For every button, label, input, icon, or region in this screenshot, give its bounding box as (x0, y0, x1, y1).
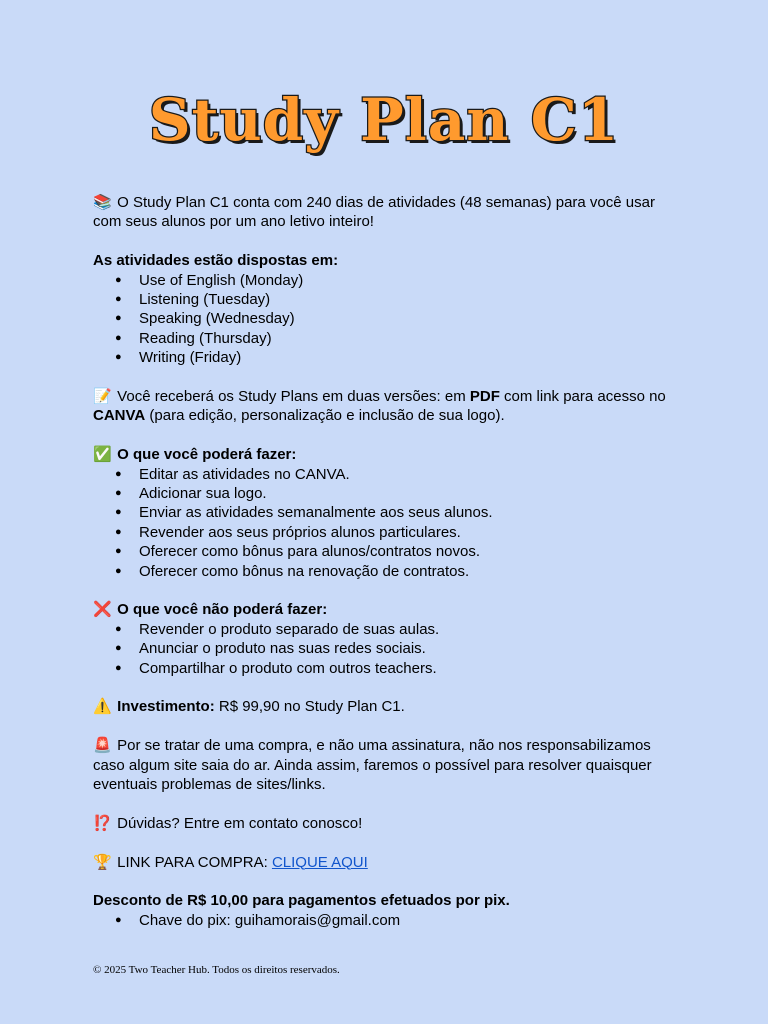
questions-line: ⁉️ Dúvidas? Entre em contato conosco! (93, 813, 363, 832)
can-do-heading: ✅ O que você poderá fazer: (93, 445, 297, 464)
warning-icon: ⚠️ (93, 697, 112, 716)
list-item: ● Use of English (Monday) (93, 271, 675, 290)
canva-label: CANVA (93, 407, 146, 425)
list-item: ● Enviar as atividades semanalmente aos seus alunos. (93, 503, 675, 522)
list-item: ● Oferecer como bônus na renovação de contratos. (93, 562, 675, 581)
list-item: ● Chave do pix: guihamorais@gmail.com (93, 911, 675, 930)
pdf-label: PDF (469, 388, 500, 406)
list-item: ● Editar as atividades no CANVA. (93, 465, 675, 484)
trophy-icon: 🏆 (93, 852, 112, 871)
cannot-do-heading: ❌ O que você não poderá fazer: (93, 600, 328, 619)
list-item: ● Writing (Friday) (93, 348, 675, 367)
page-title: Study Plan C1 (148, 86, 620, 154)
cannot-do-list (93, 620, 675, 678)
can-do-list (93, 465, 675, 581)
activities-list (93, 271, 675, 368)
activities-heading: As atividades estão dispostas em: (93, 252, 339, 270)
list-item: ● Revender o produto separado de suas aulas. (93, 620, 675, 639)
pix-list (93, 911, 675, 930)
purchase-link[interactable]: CLIQUE AQUI (271, 853, 368, 871)
document-body (93, 193, 675, 930)
list-item: ● Reading (Thursday) (93, 329, 675, 348)
books-icon: 📚 (93, 193, 112, 211)
list-item: ● Adicionar sua logo. (93, 484, 675, 503)
list-item: ● Anunciar o produto nas suas redes sociais. (93, 639, 675, 658)
exclamation-question-icon: ⁉️ (93, 813, 112, 832)
purchase-line (93, 853, 675, 872)
list-item: ● Oferecer como bônus para alunos/contratos novos. (93, 542, 675, 561)
list-item: ● Revender aos seus próprios alunos particulares. (93, 523, 675, 542)
check-mark-icon: ✅ (93, 445, 112, 464)
investment-line (93, 697, 675, 716)
list-item: ● Speaking (Wednesday) (93, 309, 675, 328)
cross-mark-icon: ❌ (93, 600, 112, 619)
disclaimer-paragraph: 🚨 Por se tratar de uma compra, e não uma assinatura, não nos responsabilizamos caso algum site saia do ar. Ainda assim, faremos o possível para resolver quaisquer eventuais problemas de sites/links. (93, 736, 652, 794)
investment-value: R$ 99,90 no Study Plan C1. (214, 698, 405, 716)
list-item: ● Compartilhar o produto com outros teachers. (93, 659, 675, 678)
intro-paragraph (93, 193, 675, 232)
footer-copyright: © 2025 Two Teacher Hub. Todos os direitos reservados. (93, 964, 340, 976)
intro-text: O Study Plan C1 conta com 240 dias de atividades (48 semanas) para você usar com seus alunos por um ano letivo inteiro! (93, 194, 655, 231)
investment-label: Investimento: (117, 698, 215, 716)
siren-icon: 🚨 (93, 736, 112, 755)
memo-icon: 📝 (93, 387, 112, 406)
list-item: ● Listening (Tuesday) (93, 290, 675, 309)
pix-heading: Desconto de R$ 10,00 para pagamentos efetuados por pix. (93, 892, 510, 910)
versions-paragraph: 📝 Você receberá os Study Plans em duas versões: em PDF com link para acesso no CANVA (para edição, personalização e inclusão de sua logo). (93, 387, 666, 425)
purchase-label: LINK PARA COMPRA: (117, 853, 272, 871)
